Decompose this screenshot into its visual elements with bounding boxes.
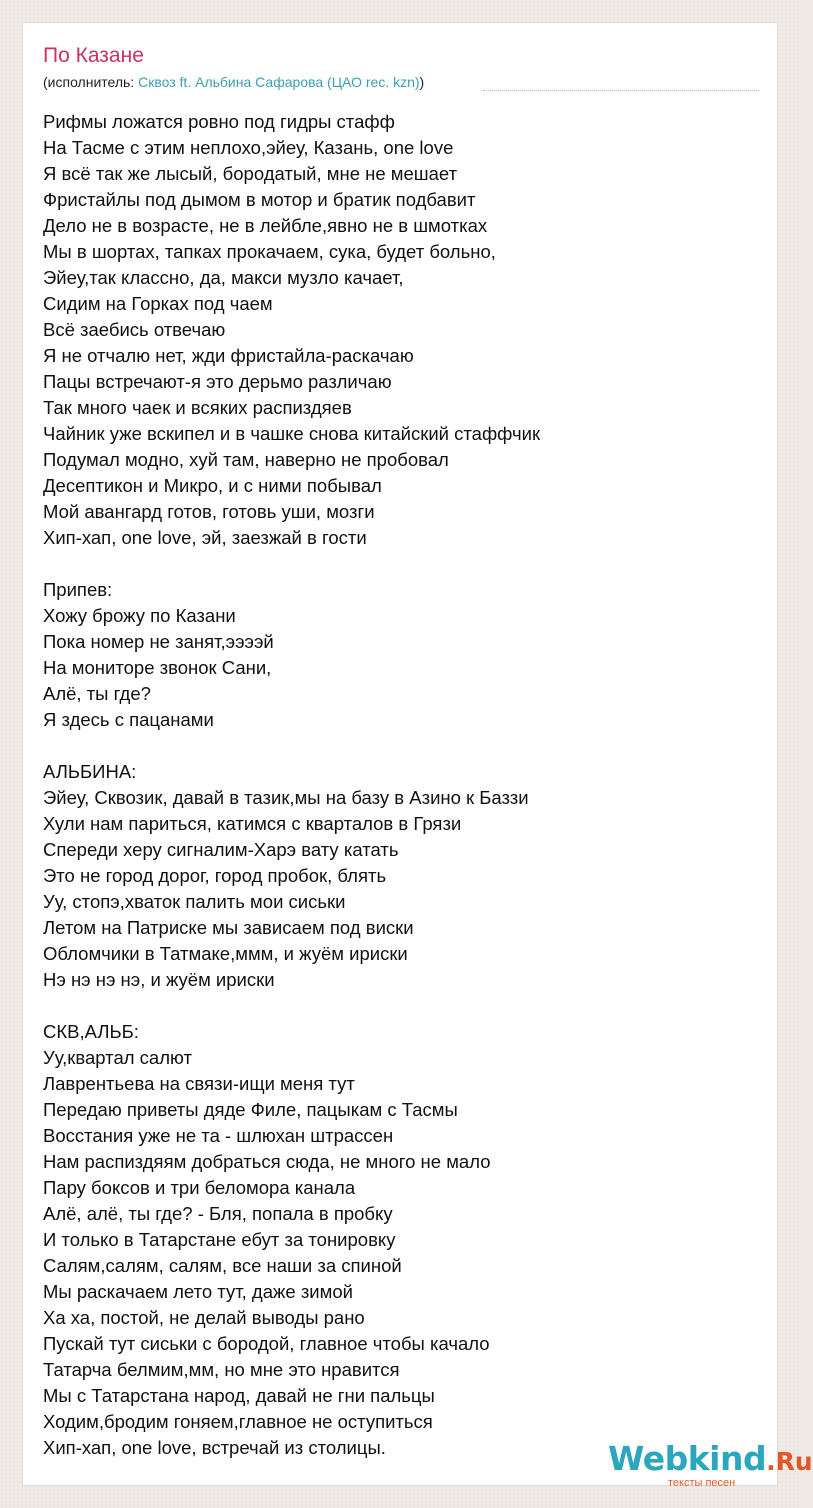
- lyrics-blank-line: [43, 993, 763, 1019]
- lyrics-line: Эйеу,так классно, да, макси музло качает,: [43, 267, 404, 288]
- lyrics-line: Передаю приветы дяде Филе, пацыкам с Тасмы: [43, 1099, 458, 1120]
- lyrics-line: Хули нам париться, катимся с кварталов в Грязи: [43, 813, 462, 834]
- lyrics-line: Летом на Патриске мы зависаем под виски: [43, 917, 414, 938]
- lyrics-line: Чайник уже вскипел и в чашке снова китайский стаффчик: [43, 423, 541, 444]
- lyrics-line: Так много чаек и всяких распиздяев: [43, 397, 352, 418]
- lyrics-line: Хип-хап, one love, эй, заезжай в гости: [43, 527, 367, 548]
- lyrics-line: Мы с Татарстана народ, давай не гни пальцы: [43, 1385, 435, 1406]
- credit-prefix: (исполнитель:: [43, 74, 139, 90]
- lyrics-line: Пару боксов и три беломора канала: [43, 1177, 356, 1198]
- dotted-divider: [483, 90, 759, 91]
- artist-link[interactable]: Сквоз ft. Альбина Сафарова (ЦАО rec. kzn): [138, 74, 420, 90]
- lyrics-line: Мы раскачаем лето тут, даже зимой: [43, 1281, 353, 1302]
- lyrics-line: Подумал модно, хуй там, наверно не пробовал: [43, 449, 449, 470]
- lyrics-line: Уу, стопэ,хваток палить мои сиськи: [43, 891, 346, 912]
- lyrics-line: Татарча белмим,мм, но мне это нравится: [43, 1359, 400, 1380]
- lyrics-line: СКВ,АЛЬБ:: [43, 1021, 139, 1042]
- lyrics-line: Всё заебись отвечаю: [43, 319, 226, 340]
- lyrics-line: Это не город дорог, город пробок, блять: [43, 865, 387, 886]
- lyrics-line: Нэ нэ нэ нэ, и жуём ириски: [43, 969, 275, 990]
- lyrics-line: АЛЬБИНА:: [43, 761, 137, 782]
- lyrics-line: Обломчики в Татмаке,ммм, и жуём ириски: [43, 943, 408, 964]
- logo-name: Webkind: [608, 1439, 767, 1478]
- lyrics-line: Мой авангард готов, готовь уши, мозги: [43, 501, 375, 522]
- lyrics-line: Пацы встречают-я это дерьмо различаю: [43, 371, 392, 392]
- lyrics-line: Алё, ты где?: [43, 683, 151, 704]
- lyrics-line: Лаврентьева на связи-ищи меня тут: [43, 1073, 355, 1094]
- lyrics-line: Пока номер не занят,ээээй: [43, 631, 274, 652]
- logo-tagline: тексты песен: [668, 1477, 736, 1489]
- lyrics-line: Хип-хап, one love, встречай из столицы.: [43, 1437, 386, 1458]
- lyrics-line: И только в Татарстане ебут за тонировку: [43, 1229, 396, 1250]
- credit-suffix: ): [419, 74, 425, 90]
- lyrics-blank-line: [43, 733, 763, 759]
- lyrics-line: Я всё так же лысый, бородатый, мне не мешает: [43, 163, 458, 184]
- lyrics-line: Десептикон и Микро, и с ними побывал: [43, 475, 382, 496]
- lyrics-line: Рифмы ложатся ровно под гидры стафф: [43, 111, 395, 132]
- lyrics-line: Ха ха, постой, не делай выводы рано: [43, 1307, 365, 1328]
- lyrics-line: Эйеу, Сквозик, давай в тазик,мы на базу в Азино к Баззи: [43, 787, 529, 808]
- lyrics-line: Мы в шортах, тапках прокачаем, сука, будет больно,: [43, 241, 496, 262]
- lyrics-line: Восстания уже не та - шлюхан штрассен: [43, 1125, 394, 1146]
- lyrics-line: Дело не в возрасте, не в лейбле,явно не в шмотках: [43, 215, 488, 236]
- lyrics-line: Припев:: [43, 579, 113, 600]
- lyrics-line: Пускай тут сиськи с бородой, главное чтобы качало: [43, 1333, 490, 1354]
- lyrics-line: Ходим,бродим гоняем,главное не оступиться: [43, 1411, 433, 1432]
- lyrics-card: [22, 22, 813, 1489]
- lyrics-line: Спереди херу сигналим-Харэ вату катать: [43, 839, 399, 860]
- lyrics-text: [43, 109, 763, 1461]
- lyrics-line: Я не отчалю нет, жди фристайла-раскачаю: [43, 345, 414, 366]
- song-title: По Казане: [43, 44, 144, 67]
- logo-tld: .Ru: [766, 1447, 813, 1476]
- lyrics-blank-line: [43, 551, 763, 577]
- lyrics-line: Сидим на Горках под чаем: [43, 293, 273, 314]
- lyrics-line: Нам распиздяям добраться сюда, не много не мало: [43, 1151, 491, 1172]
- site-logo[interactable]: [608, 1439, 813, 1489]
- lyrics-line: Хожу брожу по Казани: [43, 605, 236, 626]
- lyrics-line: Фристайлы под дымом в мотор и братик подбавит: [43, 189, 476, 210]
- lyrics-line: Алё, алё, ты где? - Бля, попала в пробку: [43, 1203, 393, 1224]
- lyrics-line: На Тасме с этим неплохо,эйеу, Казань, one love: [43, 137, 454, 158]
- lyrics-line: Салям,салям, салям, все наши за спиной: [43, 1255, 402, 1276]
- lyrics-line: Я здесь с пацанами: [43, 709, 214, 730]
- lyrics-line: Уу,квартал салют: [43, 1047, 192, 1068]
- lyrics-line: На мониторе звонок Сани,: [43, 657, 272, 678]
- song-credit: [43, 73, 424, 91]
